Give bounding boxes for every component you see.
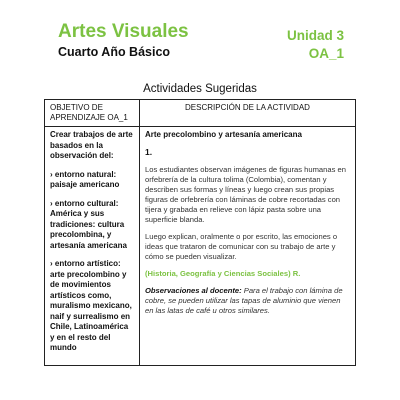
observations-text: Para el trabajo con lámina de cobre, se pueden utilizar las tapas de aluminio que vienen en las latas de café u otros similares.: [145, 286, 343, 315]
activity-cell: [140, 127, 356, 366]
objective-intro: Crear trabajos de arte basados en la observación del:: [50, 130, 133, 160]
table-header-row: [45, 100, 356, 127]
observations-label: Observaciones al docente:: [145, 286, 242, 295]
unit-label: Unidad 3: [286, 28, 344, 43]
objective-cell: [45, 127, 140, 366]
document-subtitle: Cuarto Año Básico: [58, 45, 171, 59]
objective-column-header: OBJETIVO DE APRENDIZAJE OA_1: [45, 100, 140, 127]
objective-code: OA_1: [308, 46, 344, 61]
activity-paragraph: Luego explican, oralmente o por escrito, las emociones o ideas que trataron de comunicar con su trabajo de arte y cómo se pueden visualizar.: [145, 232, 338, 261]
objective-item-natural: › entorno natural: paisaje americano: [50, 169, 120, 189]
document-title: Artes Visuales: [58, 21, 189, 42]
section-title: Actividades Sugeridas: [143, 83, 257, 95]
activity-number: 1.: [145, 147, 153, 157]
activity-column-header: DESCRIPCIÓN DE LA ACTIVIDAD: [140, 100, 356, 127]
teacher-observations: [145, 286, 350, 316]
activity-title: Arte precolombino y artesanía americana: [145, 130, 302, 139]
document-header-right: [287, 27, 344, 63]
objective-item-cultural: › entorno cultural: América y sus tradiciones: cultura precolombina, y artesanía americana: [50, 198, 127, 250]
activities-table: [44, 99, 356, 366]
table-row: [45, 127, 356, 366]
document-header-left: [58, 22, 189, 59]
activity-paragraph: Los estudiantes observan imágenes de figuras humanas en orfebrería de la cultura tolima (Colombia), comentan y describen sus formas y líneas y luego crean sus propias figuras de orfebrería con láminas de cobre recortadas con tijera y grabada en relieve con lápiz pasta sobre una superficie blanda.: [145, 165, 346, 224]
objective-item-artistic: › entorno artístico: arte precolombino y de movimientos artísticos como, muralismo mexicano, naif y surrealismo en Chile, Latinoamérica y en el resto del mundo: [50, 259, 132, 352]
subject-link: (Historia, Geografía y Ciencias Sociales) R.: [145, 269, 301, 278]
